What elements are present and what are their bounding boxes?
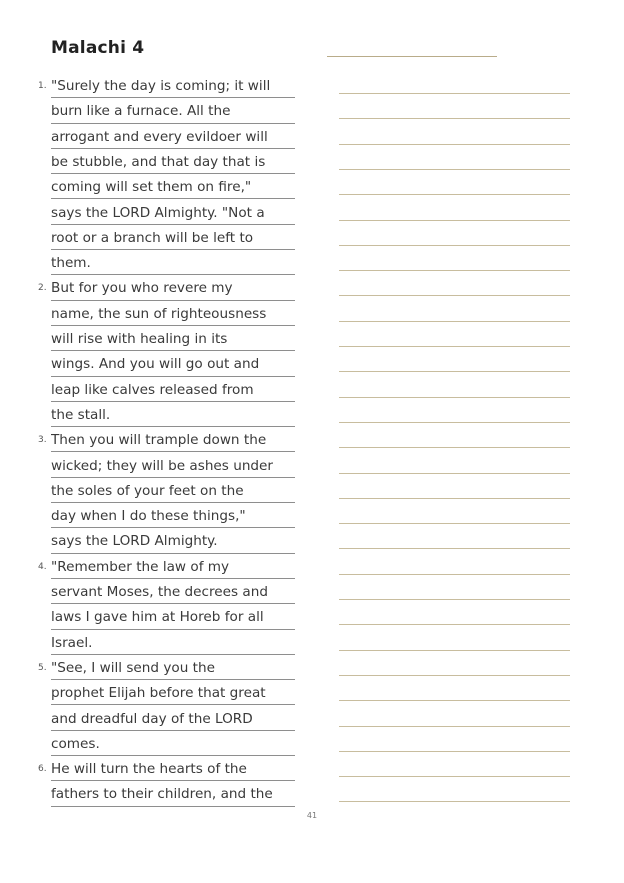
verse-line: leap like calves released from (51, 377, 295, 402)
verse-number: 5. (38, 662, 47, 673)
verse-line: arrogant and every evildoer will (51, 124, 295, 149)
verse-line: root or a branch will be left to (51, 225, 295, 250)
writing-line (339, 270, 570, 271)
verse-line: burn like a furnace. All the (51, 98, 295, 123)
writing-line (339, 801, 570, 802)
writing-line (339, 473, 570, 474)
writing-line (339, 650, 570, 651)
verse-line: be stubble, and that day that is (51, 149, 295, 174)
verse-line: prophet Elijah before that great (51, 680, 295, 705)
writing-line (339, 498, 570, 499)
writing-line (339, 245, 570, 246)
verse-line: says the LORD Almighty. "Not a (51, 200, 295, 225)
writing-line (339, 624, 570, 625)
writing-line (339, 169, 570, 170)
writing-line (339, 194, 570, 195)
verse-line: the stall. (51, 402, 295, 427)
writing-line (339, 751, 570, 752)
verse-number: 1. (38, 81, 47, 91)
verse-line: "Remember the law of my (51, 554, 295, 579)
verse-line: day when I do these things," (51, 503, 295, 528)
verse-line: says the LORD Almighty. (51, 528, 295, 553)
writing-line (339, 599, 570, 600)
verse-line: and dreadful day of the LORD (51, 706, 295, 731)
verse-line: wings. And you will go out and (51, 351, 295, 376)
verse-line: But for you who revere my (51, 275, 295, 300)
verse-line: name, the sun of righteousness (51, 301, 295, 326)
writing-line (339, 397, 570, 398)
writing-line (339, 574, 570, 575)
verse-line: "Surely the day is coming; it will (51, 73, 295, 98)
verse-line: servant Moses, the decrees and (51, 579, 295, 604)
verse-line: Then you will trample down the (51, 427, 295, 452)
writing-line (339, 371, 570, 372)
writing-line (339, 523, 570, 524)
writing-line (339, 321, 570, 322)
verse-number: 6. (38, 764, 47, 775)
title-writing-line (327, 56, 497, 57)
verse-line: laws I gave him at Horeb for all (51, 604, 295, 629)
verse-line: fathers to their children, and the (51, 781, 295, 806)
writing-line (339, 548, 570, 549)
writing-line (339, 346, 570, 347)
verse-line: will rise with healing in its (51, 326, 295, 351)
verse-line: wicked; they will be ashes under (51, 453, 295, 478)
writing-line (339, 144, 570, 145)
writing-line (339, 118, 570, 119)
page-title: Malachi 4 (51, 38, 145, 58)
verse-number: 2. (38, 283, 47, 294)
writing-line (339, 447, 570, 448)
verse-line: He will turn the hearts of the (51, 756, 295, 781)
page-number: 41 (306, 811, 318, 820)
verse-line: comes. (51, 731, 295, 756)
verse-line: "See, I will send you the (51, 655, 295, 680)
writing-line (339, 295, 570, 296)
writing-line (339, 726, 570, 727)
writing-line (339, 700, 570, 701)
verse-number: 4. (38, 561, 47, 572)
writing-line (339, 675, 570, 676)
writing-line (339, 422, 570, 423)
verse-line: coming will set them on fire," (51, 174, 295, 199)
verse-line: them. (51, 250, 295, 275)
verse-line: Israel. (51, 630, 295, 655)
verse-number: 3. (38, 435, 47, 446)
writing-line (339, 220, 570, 221)
writing-line (339, 93, 570, 94)
verse-line: the soles of your feet on the (51, 478, 295, 503)
writing-line (339, 776, 570, 777)
